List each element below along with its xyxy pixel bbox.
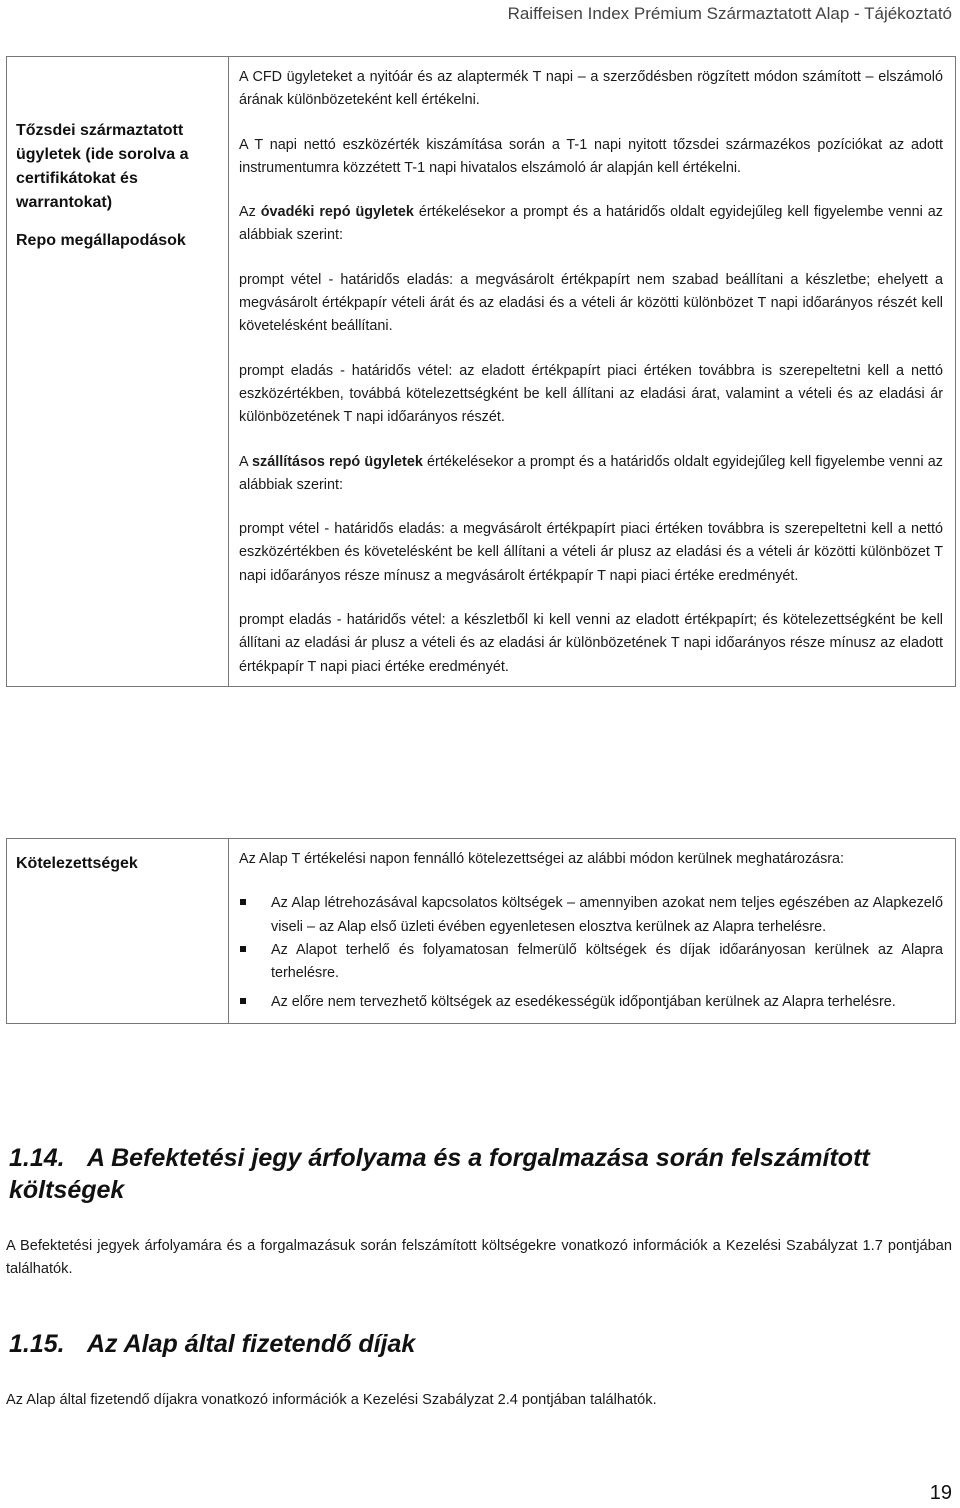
repo-label: Repo megállapodások xyxy=(16,232,186,249)
valuation-table xyxy=(6,56,956,687)
liabilities-table xyxy=(6,838,956,1024)
valuation-rules xyxy=(229,57,956,687)
section-1-14-heading xyxy=(9,1142,949,1206)
list-item: Az előre nem tervezhető költségek az esedékességük időpontjában kerülnek az Alapra terhelésre. xyxy=(239,991,943,1014)
delivery-repo-buy: prompt vétel - határidős eladás: a megvásárolt értékpapírt piaci értéken továbbra is szerepeltetni kell a nettó eszközértékben és követelésként be kell állítani a vételi ár plusz az eladási és a vételi ár közötti különbözet T napi időarányos része mínusz a megvásárolt értékpapír T napi piaci értéke eredményét. xyxy=(239,521,943,584)
collateral-repo-term: óvadéki repó ügyletek xyxy=(260,204,414,221)
collateral-repo-intro: Az óvadéki repó ügyletek értékelésekor a prompt és a határidős oldalt egyidejűleg kell figyelembe venni az alábbiak szerint: xyxy=(239,204,943,244)
bullet-square-icon xyxy=(240,946,246,952)
collateral-repo-sell: prompt eladás - határidős vétel: az eladott értékpapírt piaci értéken továbbra is szerepeltetni kell a nettó eszközértékben, továbbá kötelezettségként be kell állítani az eladási árat, valamint a vételi és az eladási ár különbözetének T napi időarányos részét. xyxy=(239,362,943,426)
collateral-repo-buy: prompt vétel - határidős eladás: a megvásárolt értékpapírt nem szabad beállítani a készletbe; ehelyett a megvásárolt értékpapír vételi árát és az eladási és a vételi ár közötti különbözet T napi időarányos részét kell követelésként beállítani. xyxy=(239,271,943,335)
derivatives-label: Tőzsdei származtatott ügyletek (ide sorolva a certifikátokat és warrantokat) xyxy=(16,122,189,211)
section-1-15-heading xyxy=(9,1328,415,1360)
section-number: 1.15. xyxy=(9,1330,65,1358)
valuation-row-labels xyxy=(7,57,229,687)
page-number: 19 xyxy=(929,1482,952,1504)
section-title: A Befektetési jegy árfolyama és a forgalmazása során felszámított költségek xyxy=(9,1144,870,1204)
section-title: Az Alap által fizetendő díjak xyxy=(87,1330,416,1358)
delivery-repo-term: szállításos repó ügyletek xyxy=(252,453,423,470)
section-1-15-text: Az Alap által fizetendő díjakra vonatkozó információk a Kezelési Szabályzat 2.4 pontjában találhatók. xyxy=(6,1392,657,1408)
running-header: Raiffeisen Index Prémium Származtatott Alap - Tájékoztató xyxy=(507,4,952,23)
bullet-square-icon xyxy=(240,899,246,905)
tminus1-paragraph: A T napi nettó eszközérték kiszámítása során a T-1 napi nyitott tőzsdei származékos pozíciókat az adott instrumentumra közzétett T-1 napi hivatalos elszámoló ár alapján kell értékelni. xyxy=(239,136,943,176)
liabilities-content xyxy=(229,839,956,1024)
cfd-paragraph: A CFD ügyleteket a nyitóár és az alaptermék T napi – a szerződésben rögzített módon számított – elszámoló árának különbözeteként kell értékelni. xyxy=(239,69,943,109)
delivery-repo-intro: A szállításos repó ügyletek értékelésekor a prompt és a határidős oldalt egyidejűleg kell figyelembe venni az alábbiak szerint: xyxy=(239,453,943,493)
delivery-repo-sell: prompt eladás - határidős vétel: a készletből ki kell venni az eladott értékpapírt; és kötelezettségként be kell állítani az eladási ár plusz a vételi és az eladási ár különbözetének T napi időarányos része mínusz az eladott értékpapír T napi piaci értéke eredményét. xyxy=(239,612,943,675)
liabilities-label: Kötelezettségek xyxy=(7,839,229,1024)
liabilities-list xyxy=(239,892,943,1014)
section-number: 1.14. xyxy=(9,1144,65,1172)
list-item: Az Alapot terhelő és folyamatosan felmerülő költségek és díjak időarányosan kerülnek az Alapra terhelésre. xyxy=(239,939,943,986)
section-1-14-text: A Befektetési jegyek árfolyamára és a forgalmazásuk során felszámított költségekre vonatkozó információk a Kezelési Szabályzat 1.7 pontjában találhatók. xyxy=(6,1238,952,1278)
bullet-square-icon xyxy=(240,998,246,1004)
liabilities-intro: Az Alap T értékelési napon fennálló kötelezettségei az alábbi módon kerülnek meghatározásra: xyxy=(239,851,845,867)
list-item: Az Alap létrehozásával kapcsolatos költségek – amennyiben azokat nem teljes egészében az Alapkezelő viseli – az Alap első üzleti évében egyenletesen elosztva kerülnek az Alapra terhelésre. xyxy=(239,892,943,939)
